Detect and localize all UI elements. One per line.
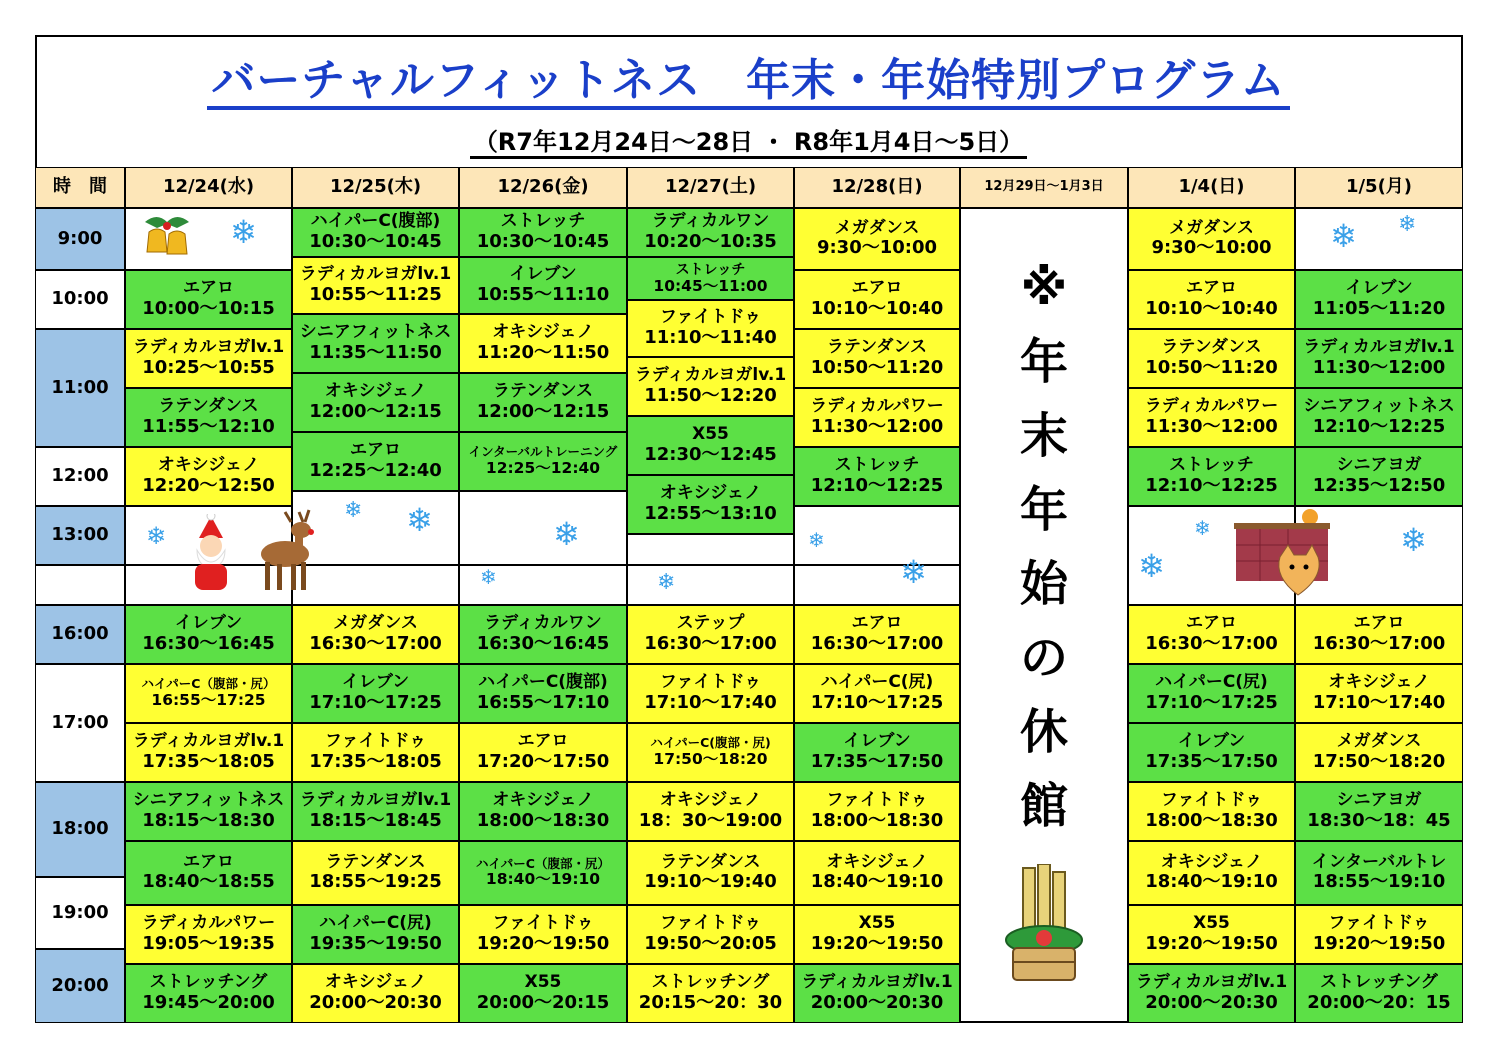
program-cell[interactable] (125, 964, 292, 1023)
program-time: 18:00～18:30 (810, 809, 944, 831)
program-name: オキシジェノ (659, 483, 762, 504)
program-name: ラテンダンス (492, 381, 594, 402)
program-name: オキシジェノ (659, 790, 762, 811)
kadomatsu-icon (999, 864, 1089, 984)
program-name: イレブン (843, 731, 911, 752)
program-name: ラディカルヨガlv.1 (801, 972, 953, 993)
snowflake-icon: ❄ (480, 565, 497, 589)
program-cell[interactable] (1295, 270, 1463, 329)
program-cell[interactable] (1128, 841, 1295, 905)
program-name: ファイトドゥ (1160, 790, 1263, 811)
program-cell[interactable] (627, 475, 794, 534)
program-cell[interactable] (794, 664, 960, 723)
program-name: ラディカルパワー (141, 913, 276, 934)
program-cell[interactable] (459, 964, 627, 1023)
program-name: オキシジェノ (324, 972, 427, 993)
program-cell[interactable] (794, 964, 960, 1023)
empty-slot (794, 565, 960, 605)
program-name: オキシジェノ (324, 381, 427, 402)
time-slot-label: 17:00 (35, 664, 125, 782)
program-name: メガダンス (333, 613, 418, 634)
program-time: 12:25～12:40 (485, 458, 601, 477)
program-cell[interactable] (1128, 905, 1295, 964)
day-header: 1/5(月) (1295, 167, 1463, 208)
program-cell[interactable] (125, 329, 292, 388)
program-name: ラディカルヨガlv.1 (1303, 337, 1455, 358)
program-cell[interactable] (459, 723, 627, 782)
program-cell[interactable] (794, 388, 960, 447)
program-time: 17:10～17:40 (1312, 691, 1446, 713)
program-time: 19:20～19:50 (1312, 932, 1446, 954)
program-name: シニアヨガ (1336, 790, 1422, 811)
program-cell[interactable] (627, 841, 794, 905)
snowflake-icon: ❄ (1138, 547, 1165, 585)
program-cell[interactable] (1128, 388, 1295, 447)
program-name: ラディカルパワー (810, 396, 944, 417)
santa-icon (185, 514, 237, 594)
program-cell[interactable] (459, 314, 627, 373)
program-time: 12:00～12:15 (476, 400, 610, 422)
program-name: ラディカルワン (651, 211, 770, 232)
program-cell[interactable] (794, 447, 960, 506)
program-time: 18:40～18:55 (142, 871, 275, 893)
program-time: 18:40～19:10 (485, 870, 601, 889)
time-slot-label: 20:00 (35, 949, 125, 1023)
program-name: ラテンダンス (325, 851, 426, 872)
program-name: イレブン (509, 264, 577, 285)
time-slot-label: 19:00 (35, 877, 125, 949)
program-cell[interactable] (794, 270, 960, 329)
program-name: ラテンダンス (660, 851, 761, 872)
day-header: 12/26(金) (459, 167, 627, 208)
program-time: 17:50～18:20 (653, 749, 768, 768)
program-name: ハイパーC(腹部) (478, 672, 608, 693)
program-cell[interactable] (627, 723, 794, 782)
kotatsu-cat-icon (1232, 505, 1332, 601)
program-time: 10:30～10:45 (476, 230, 610, 252)
time-slot-label: 16:00 (35, 605, 125, 664)
program-time: 18:40～19:10 (1145, 871, 1278, 893)
program-cell[interactable] (459, 905, 627, 964)
snowflake-icon: ❄ (1400, 521, 1427, 559)
program-name: ハイパーC(腹部) (310, 211, 441, 232)
page-title: バーチャルフィットネス 年末・年始特別プログラム (0, 44, 1497, 108)
program-cell[interactable] (292, 257, 459, 314)
program-cell[interactable] (292, 723, 459, 782)
program-name: ラディカルヨガlv.1 (132, 337, 285, 358)
program-name: ハイパーC（腹部・尻） (141, 676, 276, 692)
program-name: ストレッチング (651, 972, 770, 993)
program-time: 19:20～19:50 (476, 932, 610, 954)
program-name: エアロ (183, 851, 234, 872)
program-cell[interactable] (1128, 723, 1295, 782)
program-time: 16:55～17:10 (476, 691, 610, 713)
day-header: 12/28(日) (794, 167, 960, 208)
program-name: ハイパーC(尻) (820, 672, 934, 693)
program-name: イレブン (174, 613, 243, 634)
program-time: 16:30～16:45 (476, 632, 610, 654)
program-cell[interactable] (125, 447, 292, 506)
program-time: 19:45～20:00 (142, 991, 275, 1013)
program-name: ストレッチ (1169, 455, 1254, 476)
program-time: 10:50～11:20 (1145, 356, 1278, 378)
program-name: ハイパーC(尻) (1155, 672, 1268, 693)
program-cell[interactable] (459, 373, 627, 432)
program-cell[interactable] (125, 270, 292, 329)
program-time: 19:20～19:50 (810, 932, 944, 954)
program-time: 12:10～12:25 (810, 474, 944, 496)
program-cell[interactable] (627, 664, 794, 723)
program-time: 16:30～17:00 (309, 632, 442, 654)
program-time: 10:55～11:10 (476, 283, 610, 305)
program-cell[interactable] (1295, 447, 1463, 506)
program-time: 10:55～11:25 (309, 283, 442, 305)
program-cell[interactable] (1295, 782, 1463, 841)
program-cell[interactable] (1295, 841, 1463, 905)
program-name: オキシジェノ (1160, 851, 1263, 872)
program-name: ステップ (676, 613, 745, 634)
program-name: ラディカルヨガlv.1 (132, 731, 285, 752)
program-name: イレブン (1345, 278, 1413, 299)
program-name: ストレッチ (834, 455, 920, 476)
program-cell[interactable] (794, 723, 960, 782)
program-time: 17:10～17:25 (1145, 691, 1278, 713)
time-slot-label: 18:00 (35, 782, 125, 877)
program-cell[interactable] (627, 208, 794, 257)
program-name: エアロ (183, 278, 234, 299)
program-cell[interactable] (459, 664, 627, 723)
program-time: 10:00～10:15 (142, 297, 275, 319)
program-cell[interactable] (125, 782, 292, 841)
program-time: 16:30～17:00 (644, 632, 777, 654)
day-header: 12/27(土) (627, 167, 794, 208)
program-name: イレブン (1177, 731, 1246, 752)
program-name: メガダンス (1169, 217, 1254, 238)
program-cell[interactable] (627, 416, 794, 475)
program-name: メガダンス (834, 217, 920, 238)
program-time: 11:35～11:50 (309, 341, 442, 363)
closed-notice: ※年末年始の休館 (1019, 260, 1068, 834)
program-time: 12:35～12:50 (1312, 474, 1446, 496)
program-cell[interactable] (627, 357, 794, 416)
program-cell[interactable] (794, 782, 960, 841)
program-name: X55 (524, 972, 562, 993)
program-time: 17:35～18:05 (142, 750, 275, 772)
program-cell[interactable] (292, 664, 459, 723)
program-cell[interactable] (627, 605, 794, 664)
program-time: 17:10～17:25 (309, 691, 442, 713)
program-cell[interactable] (125, 664, 292, 723)
program-time: 20:15～20：30 (638, 991, 783, 1013)
program-time: 18:15～18:45 (309, 809, 442, 831)
program-name: ラディカルパワー (1144, 396, 1279, 417)
program-cell[interactable] (627, 964, 794, 1023)
snowflake-icon: ❄ (808, 528, 825, 552)
program-name: エアロ (350, 440, 401, 461)
program-name: エアロ (1186, 278, 1237, 299)
program-cell[interactable] (292, 905, 459, 964)
program-cell[interactable] (292, 964, 459, 1023)
program-cell[interactable] (292, 314, 459, 373)
program-cell[interactable] (1128, 664, 1295, 723)
program-time: 18：30～19:00 (638, 809, 783, 831)
program-name: ストレッチ (500, 211, 586, 232)
program-cell[interactable] (1295, 905, 1463, 964)
program-name: メガダンス (1336, 731, 1422, 752)
program-name: ファイトドゥ (492, 913, 594, 934)
program-time: 16:30～17:00 (1312, 632, 1446, 654)
program-cell[interactable] (1295, 964, 1463, 1023)
program-name: シニアフィットネス (1303, 396, 1455, 417)
program-time: 20:00～20:30 (309, 991, 442, 1013)
program-time: 17:10～17:25 (810, 691, 944, 713)
program-time: 10:45～11:00 (653, 276, 768, 295)
program-time: 10:10～10:40 (1145, 297, 1278, 319)
snowflake-icon: ❄ (146, 522, 167, 550)
time-slot-label: 12:00 (35, 447, 125, 506)
program-name: シニアヨガ (1336, 455, 1422, 476)
program-cell[interactable] (1295, 664, 1463, 723)
program-cell[interactable] (627, 300, 794, 357)
page-subtitle: （R7年12月24日～28日 ・ R8年1月4日～5日） (0, 122, 1497, 157)
program-time: 16:30～16:45 (142, 632, 275, 654)
program-name: ラディカルヨガlv.1 (299, 790, 452, 811)
program-name: ストレッチ (675, 261, 746, 278)
program-name: X55 (1193, 913, 1230, 934)
snowflake-icon: ❄ (1398, 212, 1417, 237)
snowflake-icon: ❄ (230, 213, 257, 251)
program-time: 17:35～18:05 (309, 750, 442, 772)
program-name: ファイトドゥ (324, 731, 427, 752)
program-cell[interactable] (794, 605, 960, 664)
program-name: ラディカルヨガlv.1 (1135, 972, 1288, 993)
program-name: オキシジェノ (492, 322, 594, 343)
program-time: 18:55～19:10 (1312, 871, 1446, 893)
program-name: ハイパーC（腹部・尻） (476, 855, 610, 871)
program-time: 9:30～10:00 (1151, 237, 1272, 259)
snowflake-icon: ❄ (406, 501, 433, 539)
time-slot-label: 11:00 (35, 329, 125, 447)
program-time: 18:15～18:30 (142, 809, 275, 831)
time-slot-label: 9:00 (35, 208, 125, 270)
time-header: 時 間 (35, 167, 125, 208)
program-name: オキシジェノ (492, 790, 594, 811)
program-time: 10:50～11:20 (810, 356, 944, 378)
program-cell[interactable] (794, 841, 960, 905)
program-name: ファイトドゥ (659, 672, 762, 693)
program-cell[interactable] (1128, 329, 1295, 388)
program-name: ファイトドゥ (1328, 913, 1430, 934)
program-time: 18:00～18:30 (1145, 809, 1278, 831)
program-name: ラディカルワン (484, 613, 602, 634)
program-name: エアロ (1353, 613, 1405, 634)
program-time: 12:10～12:25 (1145, 474, 1278, 496)
program-name: ストレッチング (149, 972, 268, 993)
program-name: イレブン (341, 672, 410, 693)
program-name: エアロ (851, 613, 903, 634)
program-time: 11:55～12:10 (142, 415, 275, 437)
program-name: ラテンダンス (1161, 337, 1262, 358)
program-cell[interactable] (459, 782, 627, 841)
snowflake-icon: ❄ (1194, 516, 1211, 540)
program-cell[interactable] (1295, 605, 1463, 664)
program-time: 12:25～12:40 (309, 459, 442, 481)
program-cell[interactable] (459, 208, 627, 257)
program-cell[interactable] (1128, 270, 1295, 329)
program-name: ハイパーC(尻) (319, 913, 432, 934)
program-cell[interactable] (1128, 208, 1295, 270)
time-slot-label (35, 565, 125, 605)
program-cell[interactable] (292, 208, 459, 257)
program-time: 16:30～17:00 (810, 632, 944, 654)
program-cell[interactable] (1295, 329, 1463, 388)
program-cell[interactable] (459, 841, 627, 905)
program-name: エアロ (517, 731, 569, 752)
program-cell[interactable] (292, 432, 459, 491)
program-time: 19:20～19:50 (1145, 932, 1278, 954)
program-cell[interactable] (1295, 723, 1463, 782)
program-name: エアロ (1186, 613, 1237, 634)
empty-slot (1295, 208, 1463, 270)
program-cell[interactable] (292, 841, 459, 905)
program-cell[interactable] (794, 329, 960, 388)
program-time: 20:00～20:30 (1145, 991, 1278, 1013)
program-time: 18:55～19:25 (309, 871, 442, 893)
snowflake-icon: ❄ (1330, 217, 1357, 255)
program-time: 12:00～12:15 (309, 400, 442, 422)
time-slot-label: 13:00 (35, 506, 125, 565)
program-name: ファイトドゥ (826, 790, 928, 811)
program-cell[interactable] (125, 723, 292, 782)
program-name: ハイパーC(腹部・尻) (650, 735, 771, 751)
program-time: 10:30～10:45 (309, 230, 442, 252)
program-cell[interactable] (125, 841, 292, 905)
snowflake-icon: ❄ (553, 515, 580, 553)
program-time: 11:50～12:20 (644, 384, 777, 406)
day-header: 12月29日～1月3日 (960, 167, 1128, 208)
program-name: X55 (692, 424, 729, 445)
program-name: オキシジェノ (826, 851, 928, 872)
day-header: 12/24(水) (125, 167, 292, 208)
program-time: 19:10～19:40 (644, 871, 777, 893)
program-time: 18:40～19:10 (810, 871, 944, 893)
program-time: 11:30～12:00 (810, 415, 944, 437)
program-time: 17:35～17:50 (1145, 750, 1278, 772)
program-cell[interactable] (125, 388, 292, 447)
program-cell[interactable] (627, 782, 794, 841)
program-time: 16:30～17:00 (1145, 632, 1278, 654)
program-time: 9:30～10:00 (816, 237, 938, 259)
program-name: シニアフィットネス (299, 322, 452, 343)
christmas-bells-icon (137, 212, 197, 266)
program-name: X55 (858, 913, 896, 934)
program-time: 18:00～18:30 (476, 809, 610, 831)
program-time: 11:05～11:20 (1312, 297, 1446, 319)
program-name: オキシジェノ (157, 455, 260, 476)
program-name: ストレッチング (1320, 972, 1438, 993)
program-name: ラテンダンス (826, 337, 928, 358)
program-time: 17:10～17:40 (644, 691, 777, 713)
program-time: 12:20～12:50 (142, 474, 275, 496)
program-name: ラディカルヨガlv.1 (634, 365, 787, 386)
program-time: 17:50～18:20 (1312, 750, 1446, 772)
program-time: 16:55～17:25 (151, 690, 266, 709)
program-time: 10:10～10:40 (810, 297, 944, 319)
program-time: 12:10～12:25 (1312, 415, 1446, 437)
program-name: ファイトドゥ (659, 307, 762, 328)
program-cell[interactable] (125, 905, 292, 964)
program-cell[interactable] (292, 605, 459, 664)
program-name: ラディカルヨガlv.1 (299, 264, 452, 285)
program-cell[interactable] (1295, 388, 1463, 447)
program-time: 20:00～20:30 (810, 991, 944, 1013)
empty-slot (459, 491, 627, 565)
closed-period-cell (960, 208, 1128, 1022)
program-cell[interactable] (459, 432, 627, 491)
program-cell[interactable] (1128, 964, 1295, 1023)
program-name: シニアフィットネス (132, 790, 285, 811)
program-name: インターバルトレーニング (468, 444, 618, 460)
program-cell[interactable] (459, 605, 627, 664)
snowflake-icon: ❄ (900, 553, 927, 591)
program-name: エアロ (851, 278, 903, 299)
empty-slot (627, 565, 794, 605)
program-time: 11:10～11:40 (644, 326, 777, 348)
program-time: 19:05～19:35 (142, 932, 275, 954)
program-time: 12:30～12:45 (644, 443, 777, 465)
time-slot-label: 10:00 (35, 270, 125, 329)
program-cell[interactable] (627, 257, 794, 300)
program-time: 10:25～10:55 (142, 356, 275, 378)
empty-slot (627, 534, 794, 565)
program-time: 17:20～17:50 (476, 750, 610, 772)
program-time: 11:30～12:00 (1145, 415, 1278, 437)
reindeer-icon (255, 508, 325, 594)
day-header: 12/25(木) (292, 167, 459, 208)
program-name: インターバルトレ (1311, 851, 1447, 872)
program-time: 18:30～18：45 (1307, 809, 1451, 831)
program-cell[interactable] (125, 605, 292, 664)
program-name: ラテンダンス (158, 396, 259, 417)
program-cell[interactable] (794, 905, 960, 964)
program-cell[interactable] (459, 257, 627, 314)
program-time: 17:35～17:50 (810, 750, 944, 772)
program-name: ファイトドゥ (659, 913, 762, 934)
day-header: 1/4(日) (1128, 167, 1295, 208)
program-cell[interactable] (292, 782, 459, 841)
program-time: 12:55～13:10 (644, 502, 777, 524)
program-time: 10:20～10:35 (644, 230, 777, 252)
snowflake-icon: ❄ (657, 570, 676, 595)
program-cell[interactable] (1128, 782, 1295, 841)
snowflake-icon: ❄ (344, 498, 363, 523)
program-cell[interactable] (794, 208, 960, 270)
program-time: 19:50～20:05 (644, 932, 777, 954)
program-time: 20:00～20:15 (476, 991, 610, 1013)
program-cell[interactable] (292, 373, 459, 432)
program-cell[interactable] (1128, 605, 1295, 664)
program-time: 20:00～20：15 (1307, 991, 1451, 1013)
program-name: オキシジェノ (1328, 672, 1430, 693)
program-time: 19:35～19:50 (309, 932, 442, 954)
program-cell[interactable] (627, 905, 794, 964)
program-cell[interactable] (1128, 447, 1295, 506)
program-time: 11:20～11:50 (476, 341, 610, 363)
program-time: 11:30～12:00 (1312, 356, 1446, 378)
